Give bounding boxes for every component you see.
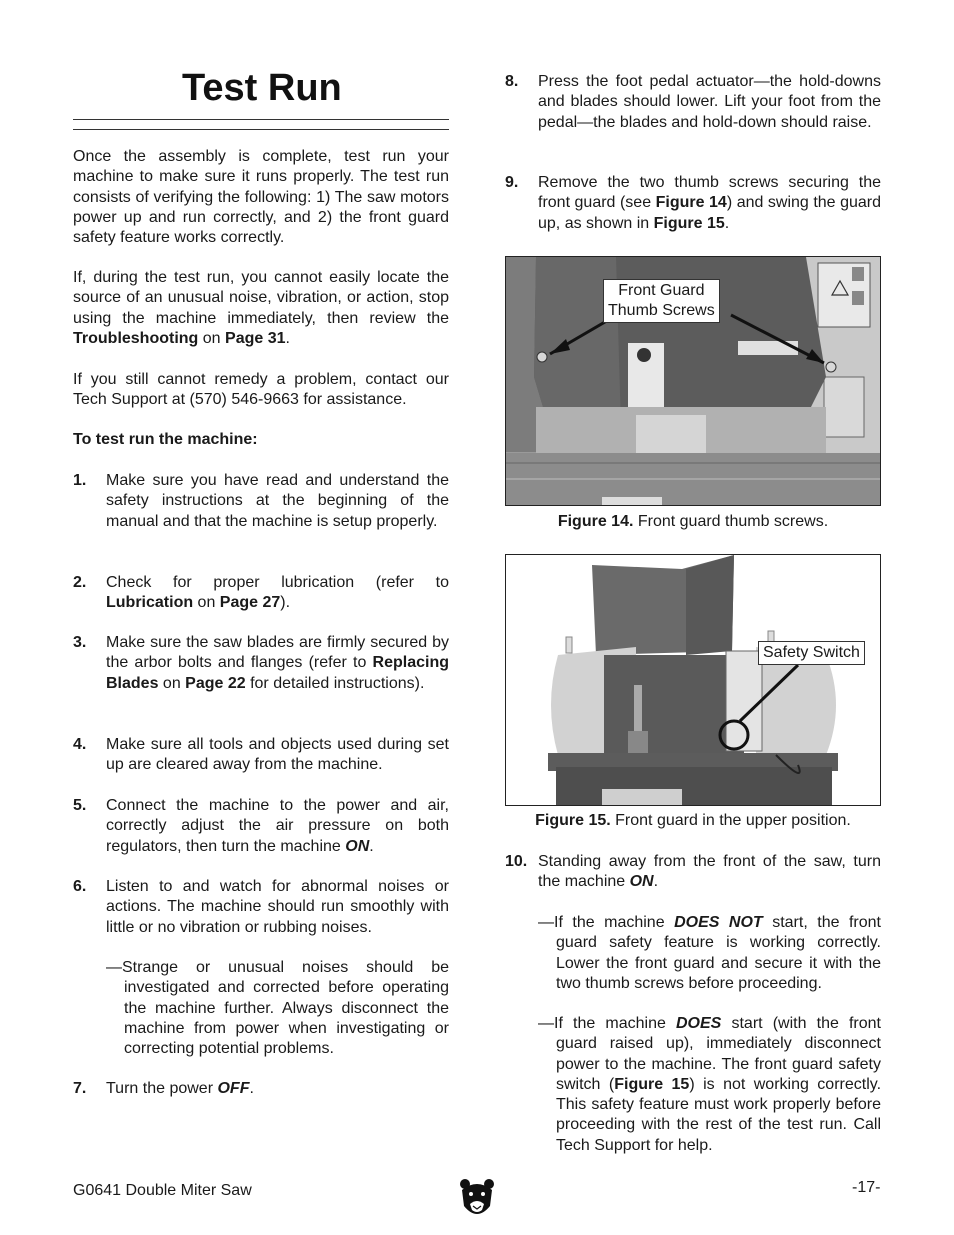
step-text-on: on [193, 594, 220, 612]
intro-paragraph-3 [73, 370, 449, 411]
figure-14-caption [505, 512, 881, 532]
intro-paragraph-1 [73, 147, 449, 248]
figure-15-ref: Figure 15 [614, 1075, 690, 1093]
step-5 [73, 796, 449, 857]
step-text-end: for detailed instructions). [245, 674, 425, 692]
raised-guard-photo-illustration [506, 555, 881, 806]
note-1-text-c: start, the front guard safety feature is working correctly. Lower the front guard and secure it with the two thumb screws before proceeding. [556, 914, 881, 992]
page-number: -17- [852, 1179, 881, 1196]
step-9 [505, 173, 881, 234]
grizzly-bear-logo-icon [458, 1176, 496, 1226]
step-text: Standing away from the front of the saw, turn the machine [538, 853, 881, 891]
troubleshooting-ref: Troubleshooting [73, 329, 199, 347]
callout-line-2: Thumb Screws [608, 302, 715, 319]
title-rule-top [73, 119, 449, 120]
step-text: Check for proper lubrication (refer to [106, 574, 449, 591]
step-10-note-1 [538, 913, 881, 994]
off-emphasis: OFF [217, 1080, 250, 1097]
step-6-note [106, 958, 449, 1059]
step-number: 4. [73, 736, 87, 753]
note-2-text-c: start (with the front guard raised up), immediately disconnect power to the machine. The front guard safety switch ( [556, 1015, 882, 1093]
step-text: Connect the machine to the power and air, correctly adjust the air pressure on both regulators, then turn the machine [106, 797, 449, 855]
title-rule-bottom [73, 129, 449, 130]
footer-model: G0641 Double Miter Saw [73, 1182, 252, 1199]
step-text: Press the foot pedal actuator—the hold-downs and blades should lower. Lift your foot from the pedal—the blades and hold-down should raise. [538, 73, 881, 131]
figure-15-photo [505, 554, 881, 806]
figure-15-caption-text: Front guard in the upper position. [610, 812, 851, 829]
step-6 [73, 877, 449, 938]
does-emphasis: DOES [676, 1015, 722, 1032]
step-10-note-2 [538, 1014, 881, 1156]
step-2 [73, 573, 449, 614]
step-3 [73, 633, 449, 694]
step-8 [505, 72, 881, 133]
step-text-end: . [653, 873, 659, 891]
intro-text-1: Once the assembly is complete, test run your machine to make sure it runs properly. The test run consists of verifying the following: 1) The saw motors power up and run correctly, and 2) the front guard safety feature works correctly. [73, 148, 449, 247]
lubrication-ref: Lubrication [106, 594, 194, 612]
step-text-end: ). [280, 594, 291, 612]
step-text-end: . [249, 1080, 254, 1097]
intro-text-3: If you still cannot remedy a problem, contact our Tech Support at (570) 546-9663 for assistance. [73, 371, 449, 409]
page-31-ref: Page 31 [225, 329, 286, 347]
figure-14-photo [505, 256, 881, 506]
intro-text-2-end: . [285, 329, 290, 347]
replacing-blades-ref: Replacing Blades [106, 654, 449, 692]
intro-text-2: If, during the test run, you cannot easily locate the source of an unusual noise, vibration, or action, stop using the machine immediately, then review the [73, 269, 449, 327]
figure-15-ref: Figure 15 [653, 214, 725, 232]
step-text: Make sure all tools and objects used during set up are cleared away from the machine. [106, 736, 449, 774]
note-2-text-a: —If the machine [538, 1015, 676, 1032]
subheading-text: To test run the machine: [73, 431, 258, 448]
step-text-end: . [369, 837, 374, 855]
step-text: Make sure you have read and understand the safety instructions at the beginning of the manual and that the machine is setup properly. [106, 472, 449, 530]
step-text: Turn the power [106, 1080, 218, 1097]
step-10 [505, 852, 881, 893]
step-number: 8. [505, 73, 519, 90]
figure-14-label: Figure 14. [557, 513, 634, 530]
figure-14-caption-text: Front guard thumb screws. [633, 513, 829, 530]
callout-line-1: Front Guard [618, 282, 705, 299]
step-text: Make sure the saw blades are firmly secured by the arbor bolts and flanges (refer to [106, 634, 449, 672]
step-text-on: on [158, 674, 186, 692]
step-number: 5. [73, 797, 87, 814]
note-1-text-a: —If the machine [538, 914, 675, 931]
page-title: Test Run [182, 67, 342, 109]
step-1 [73, 471, 449, 532]
step-text: Remove the two thumb screws securing the front guard (see [538, 174, 881, 212]
page-27-ref: Page 27 [219, 594, 281, 612]
safety-switch-callout: Safety Switch [758, 641, 865, 665]
step-text-mid: ) and swing the guard up, as shown in [538, 194, 882, 232]
figure-15-caption [505, 811, 881, 831]
intro-paragraph-2 [73, 268, 449, 349]
step-number: 7. [73, 1080, 87, 1097]
step-number: 10. [505, 853, 528, 870]
figure-15-label: Figure 15. [535, 812, 611, 829]
note-2-text-e: ) is not working correctly. This safety feature must work properly before proceeding with the rest of the test run. Call Tech Support for help. [556, 1075, 882, 1154]
step-7 [73, 1079, 449, 1099]
subheading [73, 430, 449, 450]
intro-text-2-on: on [198, 329, 226, 347]
step-text: Listen to and watch for abnormal noises or actions. The machine should run smoothly with little or no vibration or rubbing noises. [106, 878, 449, 936]
page-22-ref: Page 22 [185, 674, 246, 692]
step-number: 2. [73, 574, 87, 591]
step-text-end: . [724, 214, 730, 232]
step-6-note-text: —Strange or unusual noises should be investigated and corrected before operating the machine further. Always disconnect the machine from power when investigating or correcting potential problems. [106, 959, 449, 1058]
on-emphasis: ON [629, 873, 654, 891]
step-number: 1. [73, 472, 87, 489]
step-number: 3. [73, 634, 87, 651]
figure-14-ref: Figure 14 [655, 194, 727, 212]
front-guard-thumb-screws-callout [603, 279, 720, 323]
step-number: 9. [505, 174, 519, 191]
step-4 [73, 735, 449, 776]
on-emphasis: ON [345, 837, 370, 855]
does-not-emphasis: DOES NOT [674, 914, 763, 931]
step-number: 6. [73, 878, 87, 895]
